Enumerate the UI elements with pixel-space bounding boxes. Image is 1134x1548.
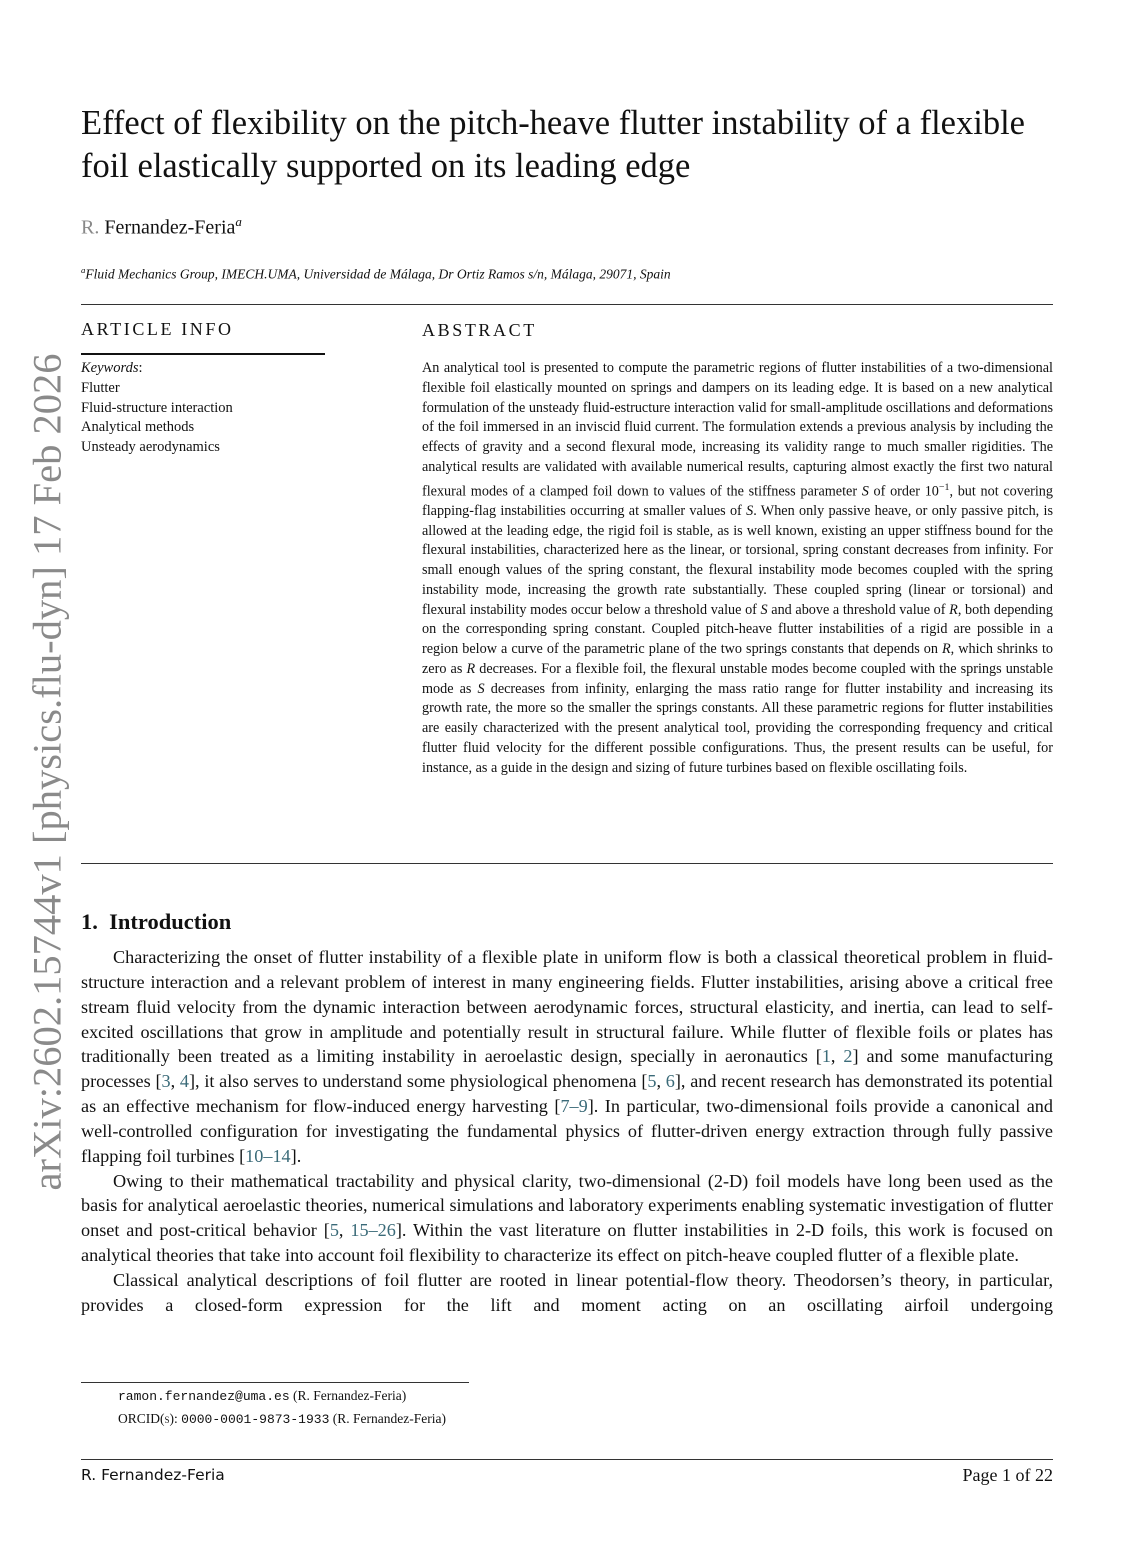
citation-link[interactable]: 4 xyxy=(179,1071,189,1092)
author-line xyxy=(81,214,242,240)
abstract-heading: ABSTRACT xyxy=(422,320,537,340)
text-run: , xyxy=(830,1046,844,1067)
math-symbol: R xyxy=(466,660,476,677)
citation-link[interactable]: 1 xyxy=(821,1046,831,1067)
paper-title: Effect of flexibility on the pitch-heave flutter instability of a flexible foil elastically supported on its leading edge xyxy=(81,104,1025,185)
text-run: , xyxy=(656,1071,666,1092)
text-run: ] and some manufacturing processes [ xyxy=(81,1046,1054,1092)
math-symbol: R xyxy=(949,601,958,618)
text-run: , which shrinks to zero as xyxy=(422,641,1054,677)
text-run: , xyxy=(338,1220,351,1241)
text-run: Classical analytical descriptions of foil flutter are rooted in linear potential-flow theory. Theodorsen’s theory, in particular, provides a closed-form expression for the lift and moment acting on an oscillating airfoil undergoing xyxy=(81,1269,1053,1315)
author-name: Fernandez-Feria xyxy=(104,216,236,239)
text-run: of order 10 xyxy=(868,483,939,500)
keyword: Unsteady aerodynamics xyxy=(81,439,220,456)
orcid-label: ORCID(s): xyxy=(118,1410,178,1426)
math-symbol: S xyxy=(746,502,754,519)
footnote xyxy=(118,1385,446,1430)
text-run: Owing to their mathematical tractability and physical clarity, two-dimensional (2-D) foil models have long been used as the basis for analytical aeroelastic theories, numerical simulations and laboratory experiments enabling systematic investigation of flutter onset and post-critical behavior [ xyxy=(81,1170,1053,1241)
math-symbol: S xyxy=(861,483,869,500)
author-email[interactable]: ramon.fernandez@uma.es xyxy=(118,1389,290,1404)
keyword: Analytical methods xyxy=(81,419,195,436)
abstract-text xyxy=(422,359,1053,778)
citation-link[interactable]: 5 xyxy=(329,1220,339,1241)
math-symbol: S xyxy=(760,601,768,618)
citation-link[interactable]: 10–14 xyxy=(245,1145,291,1166)
text-run: ]. xyxy=(290,1145,302,1166)
citation-link[interactable]: 6 xyxy=(665,1071,675,1092)
text-run: decreases. For a flexible foil, the flexural unstable modes become coupled with the springs unstable mode as xyxy=(422,660,1053,697)
footer-author: R. Fernandez-Feria xyxy=(81,1466,225,1484)
keyword: Fluid-structure interaction xyxy=(81,399,233,416)
text-run: ]. Within the vast literature on flutter instabilities in 2-D foils, this work is focused on analytical theories that take into account foil flexibility to characterize its effect on pitch-heave coupled flutter of a flexible plate. xyxy=(81,1220,1054,1266)
footer-divider xyxy=(81,1459,1053,1460)
text-run: decreases from infinity, enlarging the mass ratio range for flutter instability and increasing its growth rate, the more so the smaller the springs constants. All these parametric regions for flutter instabilities are easily characterized with the present analytical tool, providing the corresponding frequency and critical flutter fluid velocity for the different possible configurations. Thus, the present results can be useful, for instance, as a guide in the design and sizing of future turbines based on flexible oscillating foils. xyxy=(422,680,1053,776)
page-number: Page 1 of 22 xyxy=(962,1465,1053,1485)
author-affil-mark: a xyxy=(235,214,242,229)
section-title: Introduction xyxy=(109,909,232,934)
citation-link[interactable]: 3 xyxy=(161,1071,171,1092)
footnote-divider xyxy=(81,1382,469,1383)
keywords-block: Keywords: Flutter Fluid-structure interaction Analytical methods Unsteady aerodynamics xyxy=(81,359,233,458)
article-info-heading: ARTICLE INFO xyxy=(81,319,234,339)
header-divider xyxy=(81,304,1053,305)
text-run: ]. In particular, two-dimensional foils provide a canonical and well-controlled configuration for investigating the fundamental physics of flutter-driven energy extraction through fully passive flapping foil turbines [ xyxy=(81,1096,1053,1166)
text-run: , both depending on the corresponding spring constant. Coupled pitch-heave flutter instabilities of a rigid are possible in a region below a curve of the parametric plane of the two springs constants that depends on xyxy=(422,601,1053,658)
affiliation xyxy=(81,265,671,283)
abstract-divider xyxy=(81,863,1053,864)
article-info-divider xyxy=(81,353,325,355)
body-text xyxy=(81,945,1053,1318)
text-run: ], it also serves to understand some physiological phenomena [ xyxy=(188,1071,648,1092)
citation-link[interactable]: 2 xyxy=(843,1046,853,1067)
text-run: and above a threshold value of xyxy=(767,601,950,618)
section-heading-introduction xyxy=(81,909,231,935)
paragraph xyxy=(81,1268,1053,1318)
orcid-id[interactable]: 0000-0001-9873-1933 xyxy=(181,1411,330,1427)
orcid-owner: (R. Fernandez-Feria) xyxy=(332,1410,446,1426)
affiliation-mark: a xyxy=(81,265,86,275)
paragraph xyxy=(81,945,1053,1169)
keyword: Flutter xyxy=(81,379,120,396)
citation-link[interactable]: 15–26 xyxy=(350,1220,396,1241)
citation-link[interactable]: 7–9 xyxy=(560,1096,588,1117)
paragraph xyxy=(81,1169,1053,1268)
math-symbol: S xyxy=(477,680,485,697)
section-number: 1. xyxy=(81,909,98,934)
text-run: , xyxy=(170,1071,180,1092)
keywords-label: Keywords xyxy=(81,360,139,376)
email-owner: (R. Fernandez-Feria) xyxy=(293,1388,407,1403)
arxiv-identifier-stamp: arXiv:2602.15744v1 [physics.flu-dyn] 17 Feb 2026 xyxy=(24,353,70,1191)
text-run: Characterizing the onset of flutter instability of a flexible plate in uniform flow is both a classical theoretical problem in fluid-structure interaction and a relevant problem of interest in many engineering fields. Flutter instabilities, arising above a critical free stream fluid velocity from the dynamic interaction between aerodynamic forces, structural elasticity, and inertia, can lead to self-excited oscillations that grow in amplitude and potentially result in structural failure. While flutter of flexible foils or plates has traditionally been treated as a limiting instability in aeroelastic design, specially in aeronautics [ xyxy=(81,947,1053,1067)
text-run: , but not covering flapping-flag instabilities occurring at smaller values of xyxy=(422,483,1053,519)
affiliation-text: Fluid Mechanics Group, IMECH.UMA, Universidad de Málaga, Dr Ortiz Ramos s/n, Málaga, 29071, Spain xyxy=(85,266,671,282)
author-initial: R. xyxy=(81,216,100,239)
citation-link[interactable]: 5 xyxy=(647,1071,657,1092)
math-symbol: R xyxy=(941,641,951,658)
text-run: An analytical tool is presented to compute the parametric regions of flutter instabilities of a two-dimensional flexible foil elastically mounted on springs and dampers on its leading edge. It is based on a new analytical formulation of the unsteady fluid-estructure interaction valid for small-amplitude oscillations and deformations of the foil immersed in an inviscid fluid current. The formulation extends a previous analysis by including the effects of gravity and a second flexural mode, increasing its validity range to much smaller rigidities. The analytical results are validated with available numerical results, capturing almost exactly the first two natural flexural modes of a clamped foil down to values of the stiffness parameter xyxy=(422,360,1053,500)
text-run: . When only passive heave, or only passive pitch, is allowed at the leading edge, the rigid foil is stable, as is well known, existing an upper stiffness bound for the flexural instabilities, characterized here as the linear, or torsional, spring constant decreases from infinity. For small enough values of the spring constant, the flexural instability mode becomes coupled with the spring instability mode, increasing the growth rate substantially. These coupled spring (linear or torsional) and flexural instability modes occur below a threshold value of xyxy=(422,502,1053,618)
text-run: ], and recent research has demonstrated its potential as an effective mechanism for flow-induced energy harvesting [ xyxy=(81,1071,1054,1117)
superscript: −1 xyxy=(938,481,950,493)
